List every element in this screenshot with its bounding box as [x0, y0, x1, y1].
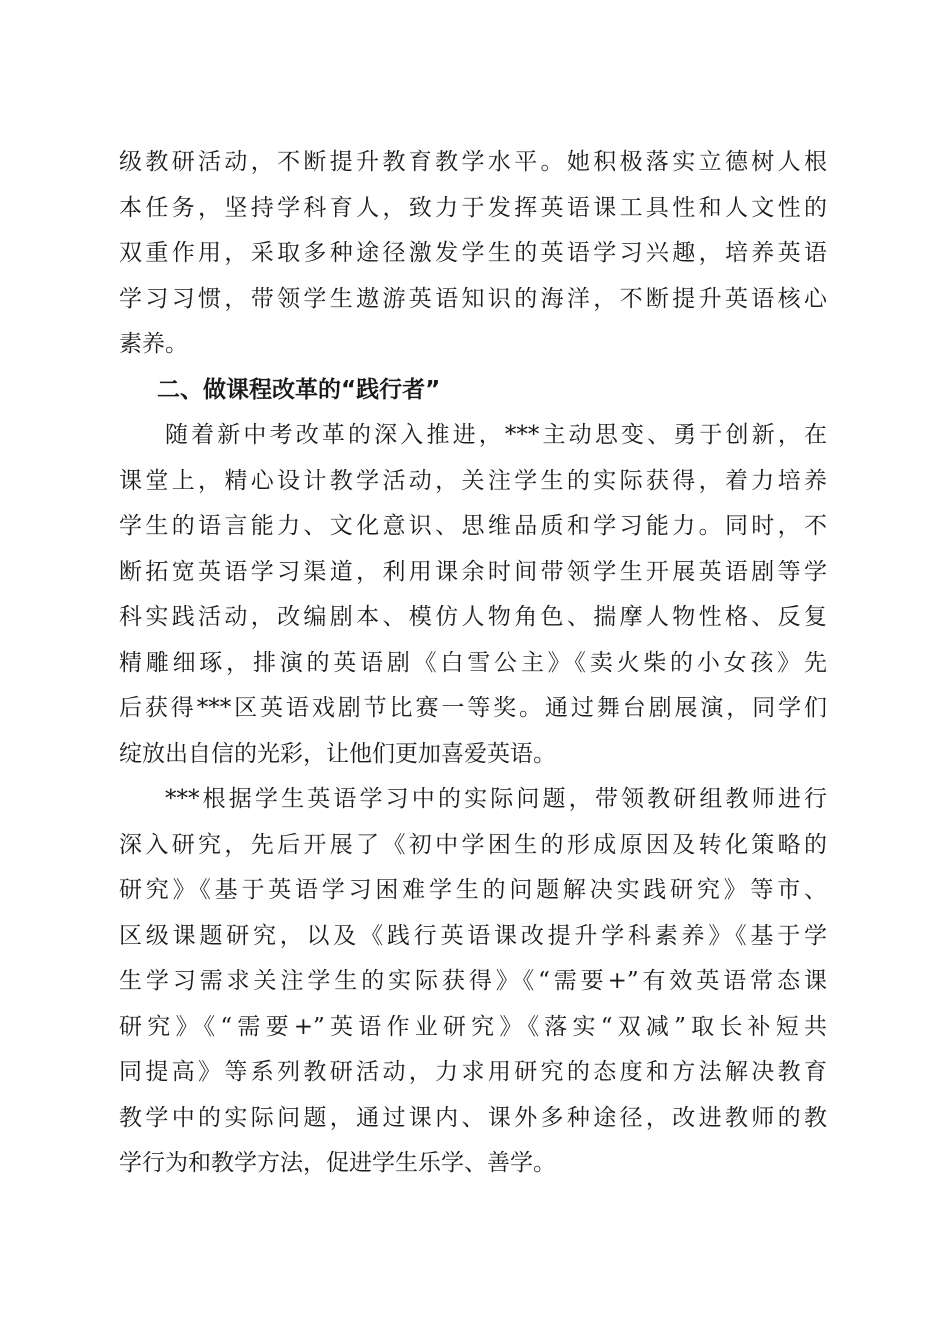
text-line: 生学习需求关注学生的实际获得》《“需要+”有效英语常态课 — [119, 968, 827, 994]
paragraph-2 — [119, 413, 827, 777]
text-line: 教学中的实际问题，通过课内、课外多种途径，改进教师的教 — [119, 1104, 827, 1131]
text-line: 学生的语言能力、文化意识、思维品质和学习能力。同时，不 — [119, 513, 827, 539]
text-line: 研究》《基于英语学习困难学生的问题解决实践研究》等市、 — [119, 877, 827, 903]
text-line: 随着新中考改革的深入推进，***主动思变、勇于创新，在 — [165, 422, 827, 448]
paragraph-3 — [119, 777, 827, 1187]
document-body — [119, 140, 827, 1187]
text-line: 后获得***区英语戏剧节比赛一等奖。通过舞台剧展演，同学们 — [119, 695, 827, 721]
text-line: 级教研活动，不断提升教育教学水平。她积极落实立德树人根 — [119, 149, 827, 175]
text-line: 同提高》等系列教研活动，力求用研究的态度和方法解决教育 — [119, 1059, 827, 1085]
text-line: 科实践活动，改编剧本、模仿人物角色、揣摩人物性格、反复 — [119, 604, 827, 630]
text-line: 本任务，坚持学科育人，致力于发挥英语课工具性和人文性的 — [119, 194, 827, 221]
text-line: 课堂上，精心设计教学活动，关注学生的实际获得，着力培养 — [119, 467, 827, 494]
text-line: 深入研究，先后开展了《初中学困生的形成原因及转化策略的 — [119, 831, 827, 858]
text-line: 研究》《“需要+”英语作业研究》《落实“双减”取长补短共 — [119, 1013, 827, 1040]
text-line: 素养。 — [119, 331, 188, 357]
text-line: 绽放出自信的光彩，让他们更加喜爱英语。 — [119, 740, 556, 767]
text-line: 学习习惯，带领学生遨游英语知识的海洋，不断提升英语核心 — [119, 285, 827, 312]
text-line: 断拓宽英语学习渠道，利用课余时间带领学生开展英语剧等学 — [119, 558, 827, 585]
text-line: 学行为和教学方法，促进学生乐学、善学。 — [119, 1150, 556, 1176]
text-line: 双重作用，采取多种途径激发学生的英语学习兴趣，培养英语 — [119, 240, 827, 266]
text-line: 精雕细琢，排演的英语剧《白雪公主》《卖火柴的小女孩》先 — [119, 649, 827, 676]
text-line: 区级课题研究，以及《践行英语课改提升学科素养》《基于学 — [119, 922, 827, 949]
text-line: ***根据学生英语学习中的实际问题，带领教研组教师进行 — [165, 786, 827, 812]
paragraph-intro — [119, 140, 827, 368]
section-heading: 二、做课程改革的“践行者” — [157, 376, 441, 403]
